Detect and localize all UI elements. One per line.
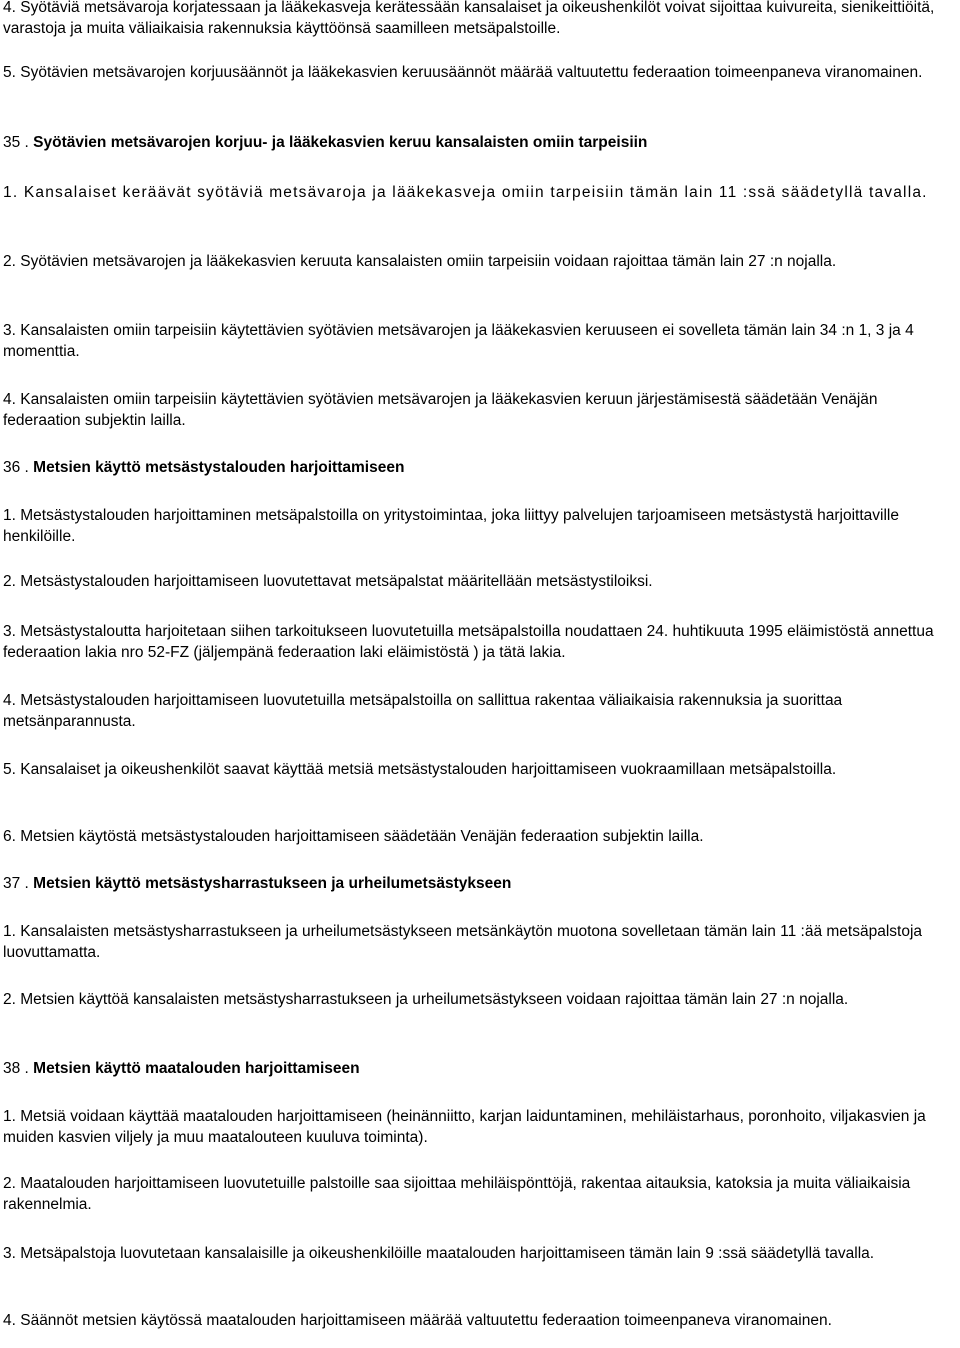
paragraph: 3. Metsästystaloutta harjoitetaan siihen tarkoitukseen luovutetuilla metsäpalstoilla noudattaen 24. huhtikuuta 1995 eläimistöstä annettua federaation lakia nro 52-FZ (jäljempänä federaation laki eläimistöstä ) ja tätä lakia. (3, 623, 934, 661)
section-heading (3, 1058, 954, 1079)
paragraph: 5. Syötävien metsävarojen korjuusäännöt ja lääkekasvien keruusäännöt määrää valtuutettu federaation toimeenpaneva viranomainen. (3, 64, 923, 81)
paragraph: 1. Metsästystalouden harjoittaminen metsäpalstoilla on yritystoimintaa, joka liittyy palvelujen tarjoamiseen metsästystä harjoittaville henkilöille. (3, 507, 899, 545)
section-number: 35 . (3, 134, 29, 151)
paragraph: 4. Säännöt metsien käytössä maatalouden harjoittamiseen määrää valtuutettu federaation toimeenpaneva viranomainen. (3, 1312, 832, 1329)
paragraph: 4. Kansalaisten omiin tarpeisiin käytettävien syötävien metsävarojen ja lääkekasvien keruun järjestämisestä säädetään Venäjän federaation subjektin lailla. (3, 391, 878, 429)
paragraph: 1. Kansalaisten metsästysharrastukseen ja urheilumetsästykseen metsänkäytön muotona sovelletaan tämän lain 11 :ää metsäpalstoja luovuttamatta. (3, 923, 923, 961)
section-title: Metsien käyttö maatalouden harjoittamiseen (33, 1060, 360, 1077)
section-number: 37 . (3, 875, 29, 892)
section-heading (3, 132, 954, 153)
paragraph: 1. Metsiä voidaan käyttää maatalouden harjoittamiseen (heinänniitto, karjan laiduntaminen, mehiläistarhaus, poronhoito, viljakasvien ja muiden kasvien viljely ja muu maatalouteen kuuluva toiminta). (3, 1108, 926, 1146)
paragraph: 6. Metsien käytöstä metsästystalouden harjoittamiseen säädetään Venäjän federaation subjektin lailla. (3, 828, 704, 845)
paragraph: 3. Metsäpalstoja luovutetaan kansalaisille ja oikeushenkilöille maatalouden harjoittamiseen tämän lain 9 :ssä säädetyllä tavalla. (3, 1245, 875, 1262)
section-heading (3, 457, 954, 478)
paragraph: 1. Kansalaiset keräävät syötäviä metsävaroja ja lääkekasveja omiin tarpeisiin tämän lain 11 :ssä säädetyllä tavalla. (3, 184, 928, 201)
section-heading (3, 873, 954, 894)
section-number: 36 . (3, 459, 29, 476)
section-title: Metsien käyttö metsästystalouden harjoittamiseen (33, 459, 405, 476)
paragraph: 2. Maatalouden harjoittamiseen luovutetuille palstoille saa sijoittaa mehiläispönttöjä, rakentaa aitauksia, katoksia ja muita väliaikaisia rakennelmia. (3, 1175, 911, 1213)
paragraph: 3. Kansalaisten omiin tarpeisiin käytettävien syötävien metsävarojen ja lääkekasvien keruuseen ei sovelleta tämän lain 34 :n 1, 3 ja 4 momenttia. (3, 322, 914, 360)
paragraph: 2. Metsästystalouden harjoittamiseen luovutettavat metsäpalstat määritellään metsästystiloiksi. (3, 573, 653, 590)
section-number: 38 . (3, 1060, 29, 1077)
section-title: Syötävien metsävarojen korjuu- ja lääkekasvien keruu kansalaisten omiin tarpeisiin (33, 134, 648, 151)
paragraph: 5. Kansalaiset ja oikeushenkilöt saavat käyttää metsiä metsästystalouden harjoittamiseen vuokraamillaan metsäpalstoilla. (3, 761, 837, 778)
paragraph: 2. Syötävien metsävarojen ja lääkekasvien keruuta kansalaisten omiin tarpeisiin voidaan rajoittaa tämän lain 27 :n nojalla. (3, 253, 837, 270)
paragraph: 2. Metsien käyttöä kansalaisten metsästysharrastukseen ja urheilumetsästykseen voidaan rajoittaa tämän lain 27 :n nojalla. (3, 991, 849, 1008)
section-title: Metsien käyttö metsästysharrastukseen ja urheilumetsästykseen (33, 875, 512, 892)
paragraph: 4. Metsästystalouden harjoittamiseen luovutetuilla metsäpalstoilla on sallittua rakentaa väliaikaisia rakennuksia ja suorittaa metsänparannusta. (3, 692, 843, 730)
paragraph: 4. Syötäviä metsävaroja korjatessaan ja lääkekasveja kerätessään kansalaiset ja oikeushenkilöt voivat sijoittaa kuivureita, sienikeittiöitä, varastoja ja muita väliaikaisia rakennuksia käyttöönsä saamilleen metsäpalstoille. (3, 0, 935, 37)
